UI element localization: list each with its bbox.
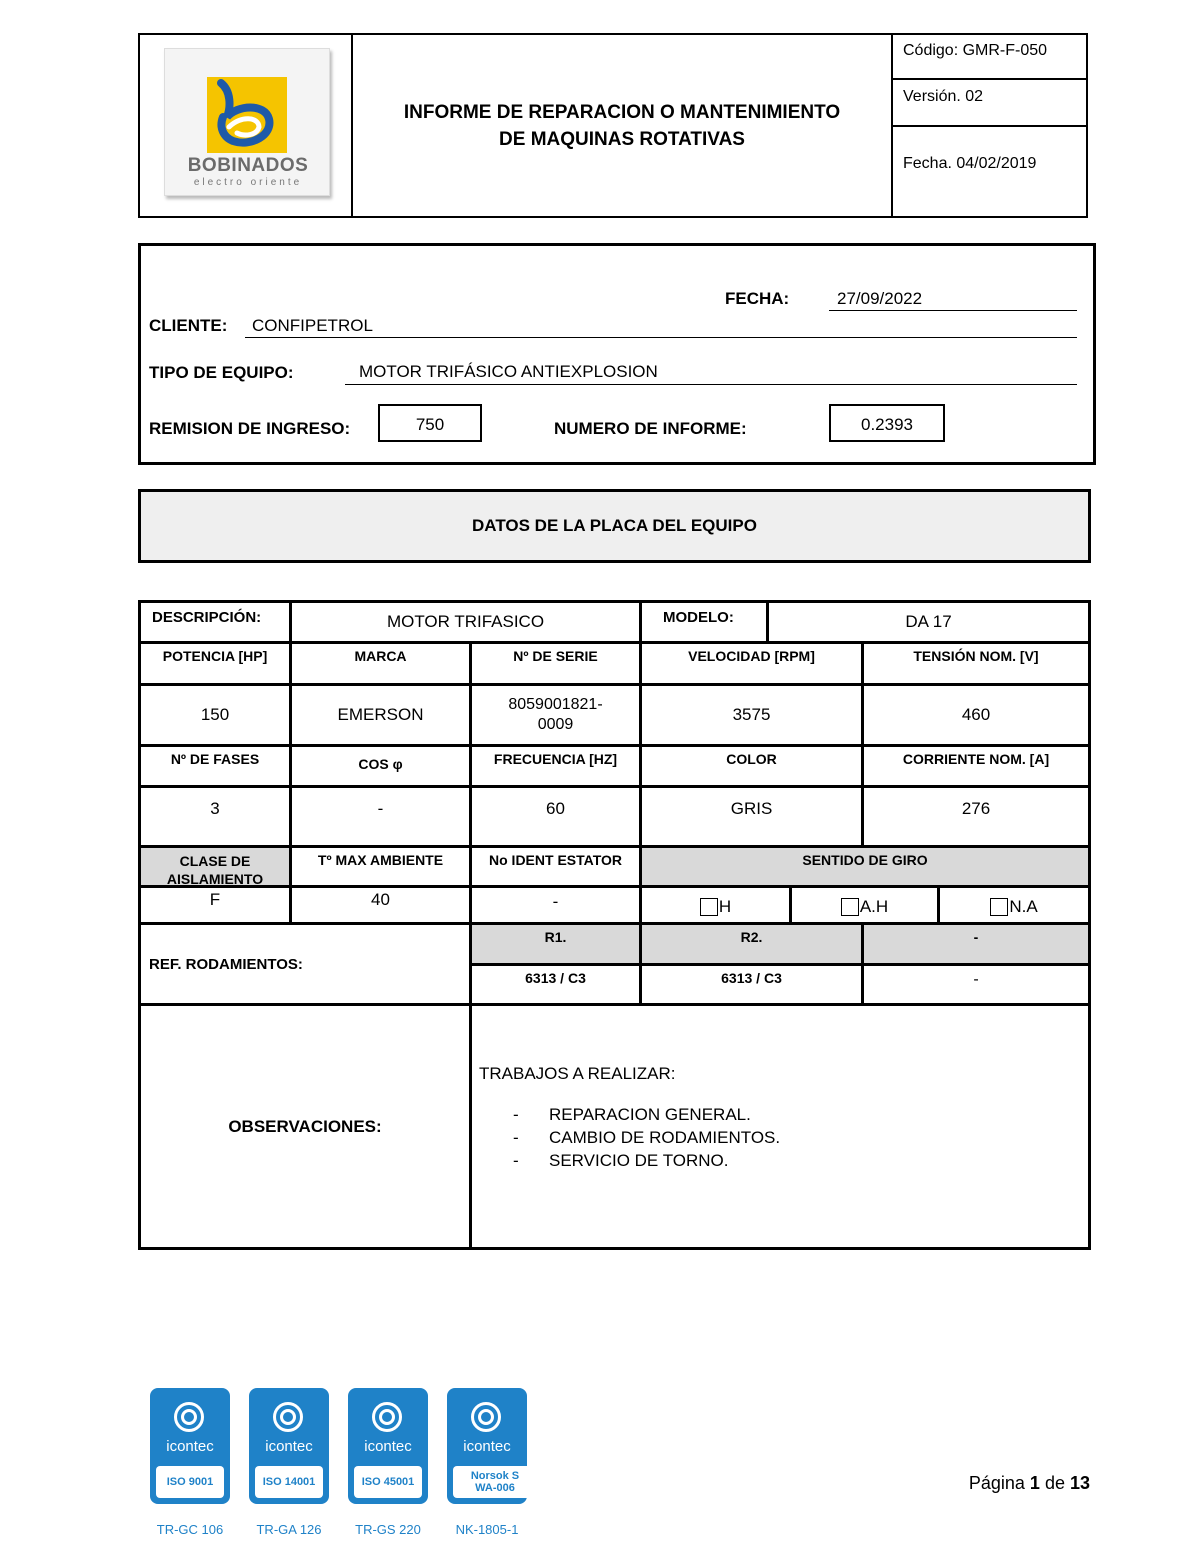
- r3-value: -: [864, 966, 1088, 1006]
- observaciones-label: OBSERVACIONES:: [141, 1006, 472, 1247]
- modelo-value: DA 17: [769, 603, 1088, 644]
- giro-option-na-label: N.A: [1009, 897, 1038, 916]
- cert-standard: ISO 14001: [255, 1466, 323, 1498]
- document-header: [138, 33, 1088, 218]
- tipo-equipo-label: TIPO DE EQUIPO:: [149, 363, 294, 382]
- giro-option-na[interactable]: [940, 888, 1088, 925]
- marca-header: MARCA: [292, 644, 472, 686]
- tension-header: TENSIÓN NOM. [V]: [864, 644, 1088, 686]
- icontec-icon-inner: [379, 1409, 395, 1425]
- section-banner: DATOS DE LA PLACA DEL EQUIPO: [138, 489, 1091, 563]
- obs-bullet-2: -: [513, 1128, 519, 1147]
- cert-standard: ISO 9001: [156, 1466, 224, 1498]
- logo-cell: [140, 35, 353, 216]
- giro-option-h[interactable]: [642, 888, 792, 925]
- checkbox-ah[interactable]: [841, 898, 859, 916]
- cert-code: TR-GS 220: [355, 1522, 421, 1537]
- checkbox-h[interactable]: [700, 898, 718, 916]
- cert-code: NK-1805-1: [455, 1522, 519, 1537]
- logo-yellow-square: [207, 77, 287, 153]
- modelo-label: MODELO:: [642, 603, 769, 644]
- page-total: 13: [1069, 1473, 1090, 1493]
- serie-header: Nº DE SERIE: [472, 644, 642, 686]
- logo-text: BOBINADOS: [187, 155, 309, 176]
- rodamientos-label: REF. RODAMIENTOS:: [141, 925, 472, 1006]
- remision-value: 750: [378, 404, 482, 442]
- corriente-header: CORRIENTE NOM. [A]: [864, 747, 1088, 788]
- doc-code: Código: GMR-F-050: [893, 35, 1086, 80]
- giro-option-ah-label: A.H: [859, 897, 889, 916]
- informe-label: NUMERO DE INFORME:: [554, 419, 747, 438]
- doc-version: Versión. 02: [893, 80, 1086, 127]
- doc-date: Fecha. 04/02/2019: [903, 155, 1037, 172]
- velocidad-value: 3575: [642, 686, 864, 747]
- clase-aislamiento-header: CLASE DE AISLAMIENTO: [141, 848, 292, 888]
- color-header: COLOR: [642, 747, 864, 788]
- r1-value: 6313 / C3: [472, 966, 642, 1006]
- page-mid: de: [1039, 1473, 1070, 1493]
- velocidad-header: VELOCIDAD [RPM]: [642, 644, 864, 686]
- serie-value: 8059001821- 0009: [472, 686, 642, 747]
- cert-standard: Norsok S WA-006: [453, 1466, 537, 1498]
- cert-name: icontec: [463, 1438, 511, 1455]
- page-prefix: Página: [968, 1473, 1030, 1493]
- frecuencia-value: 60: [472, 788, 642, 848]
- title-line-1: INFORME DE REPARACION O MANTENIMIENTO: [403, 101, 841, 123]
- r1-header: R1.: [472, 925, 642, 966]
- cos-phi-header: COS φ: [292, 747, 472, 788]
- fecha-value: 27/09/2022: [829, 289, 1077, 311]
- r2-value: 6313 / C3: [642, 966, 864, 1006]
- frecuencia-header: FRECUENCIA [HZ]: [472, 747, 642, 788]
- ident-estator-value: -: [472, 888, 642, 925]
- cert-standard: ISO 45001: [354, 1466, 422, 1498]
- observaciones-content: [472, 1006, 1088, 1247]
- page-current: 1: [1029, 1473, 1040, 1493]
- cert-code: TR-GA 126: [256, 1522, 322, 1537]
- cliente-value: CONFIPETROL: [245, 316, 1077, 338]
- obs-item-2: CAMBIO DE RODAMIENTOS.: [549, 1128, 781, 1147]
- icontec-icon-inner: [181, 1409, 197, 1425]
- potencia-value: 150: [141, 686, 292, 747]
- cert-name: icontec: [364, 1438, 412, 1455]
- fases-value: 3: [141, 788, 292, 848]
- icontec-icon-inner: [478, 1409, 494, 1425]
- page-number: [940, 1473, 1090, 1494]
- obs-bullet-3: -: [513, 1151, 519, 1170]
- tipo-equipo-value: MOTOR TRIFÁSICO ANTIEXPLOSION: [345, 362, 1077, 385]
- client-info-box: [138, 243, 1096, 465]
- temp-max-value: 40: [292, 888, 472, 925]
- obs-title: TRABAJOS A REALIZAR:: [479, 1064, 676, 1083]
- logo-subtext: electro oriente: [193, 177, 303, 188]
- r2-header: R2.: [642, 925, 864, 966]
- cos-phi-value: -: [292, 788, 472, 848]
- remision-label: REMISION DE INGRESO:: [149, 419, 351, 438]
- marca-value: EMERSON: [292, 686, 472, 747]
- corriente-value: 276: [864, 788, 1088, 848]
- r3-header: -: [864, 925, 1088, 966]
- obs-item-3: SERVICIO DE TORNO.: [549, 1151, 729, 1170]
- nameplate-table: [138, 600, 1091, 1250]
- icontec-icon-inner: [280, 1409, 296, 1425]
- giro-option-ah[interactable]: [792, 888, 940, 925]
- report-title: [353, 35, 893, 216]
- tension-value: 460: [864, 686, 1088, 747]
- cert-name: icontec: [265, 1438, 313, 1455]
- fases-header: Nº DE FASES: [141, 747, 292, 788]
- logo-b-icon: [207, 77, 287, 153]
- obs-bullet-1: -: [513, 1105, 519, 1124]
- cert-badge-iso14001: [249, 1388, 329, 1504]
- cert-badge-norsok: [447, 1388, 527, 1504]
- potencia-header: POTENCIA [HP]: [141, 644, 292, 686]
- obs-item-1: REPARACION GENERAL.: [549, 1105, 751, 1124]
- checkbox-na[interactable]: [990, 898, 1008, 916]
- cliente-label: CLIENTE:: [149, 316, 228, 335]
- giro-option-h-label: H: [718, 897, 732, 916]
- descripcion-value: MOTOR TRIFASICO: [292, 603, 642, 644]
- cert-name: icontec: [166, 1438, 214, 1455]
- ident-estator-header: No IDENT ESTATOR: [472, 848, 642, 888]
- cert-code: TR-GC 106: [156, 1522, 224, 1537]
- title-line-2: DE MAQUINAS ROTATIVAS: [499, 128, 745, 150]
- informe-value: 0.2393: [829, 404, 945, 442]
- cert-badge-iso9001: [150, 1388, 230, 1504]
- descripcion-label: DESCRIPCIÓN:: [141, 603, 292, 644]
- company-logo: [164, 48, 330, 196]
- sentido-giro-header: SENTIDO DE GIRO: [642, 848, 1088, 888]
- temp-max-header: Tº MAX AMBIENTE: [292, 848, 472, 888]
- clase-aislamiento-value: F: [141, 888, 292, 925]
- fecha-label: FECHA:: [725, 289, 790, 308]
- color-value: GRIS: [642, 788, 864, 848]
- cert-badge-iso45001: [348, 1388, 428, 1504]
